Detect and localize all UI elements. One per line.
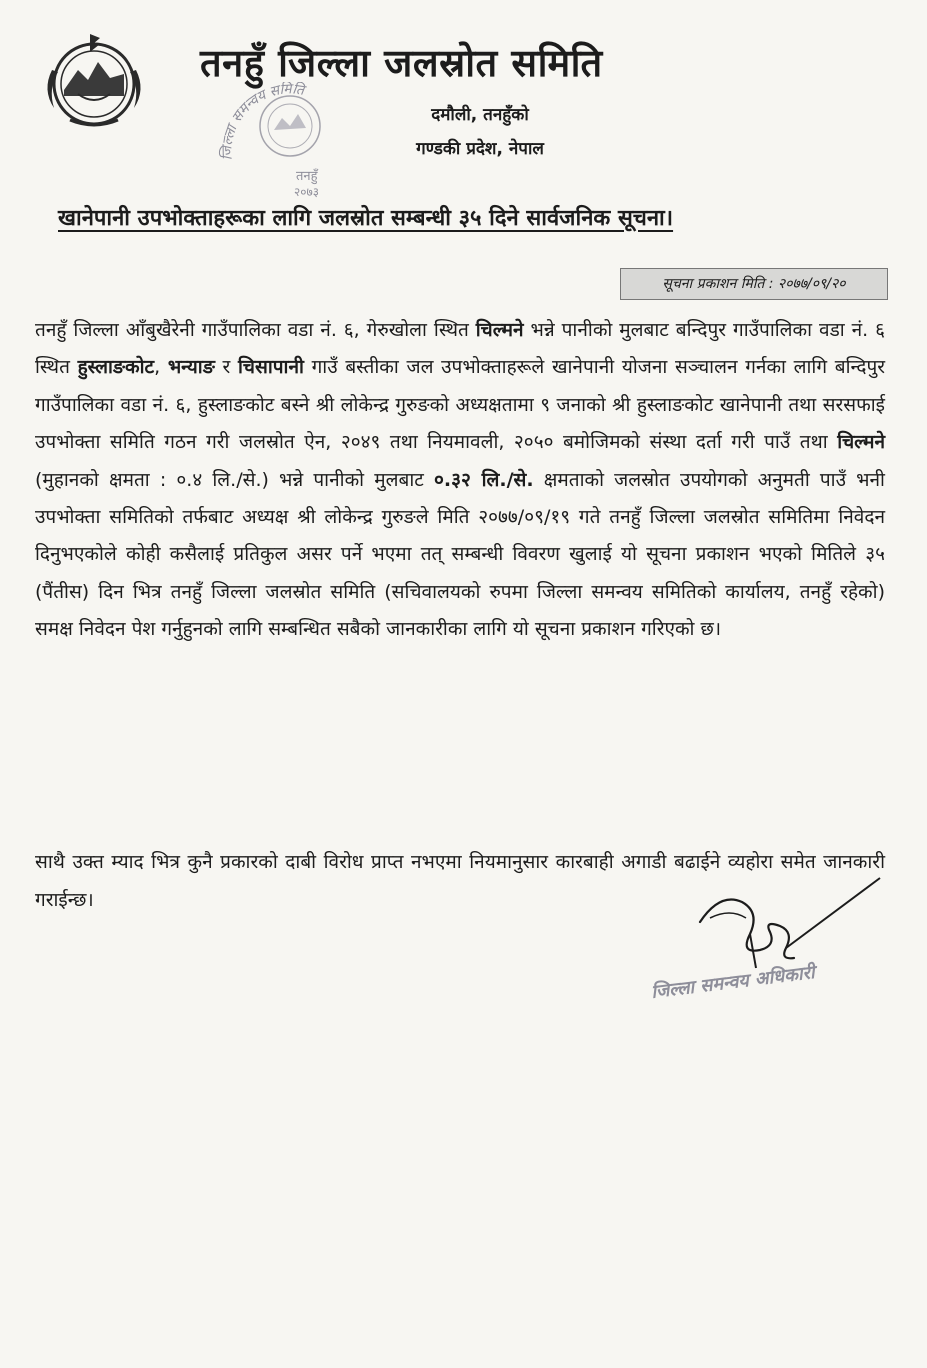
para1-comma: , bbox=[154, 356, 161, 379]
para1-text: क्षमताको जलस्रोत उपयोगको अनुमती पाउँ भनी उपभोक्ता समितिको तर्फबाट अध्यक्ष श्री लोकेन्द्र गुरुङले मिति २०७७/०९/१९ गते तनहुँ जिल्ला जलस्रोत समितिमा निवेदन दिनुभएकोले कोही कसैलाई प्रतिकुल असर पर्ने भएमा तत् सम्बन्धी विवरण खुलाई यो सूचना प्रकाशन भएको मितिले ३५ (पैंतीस) दिन भित्र तनहुँ जिल्ला जलस्रोत समिति (सचिवालयको रुपमा जिल्ला समन्वय समितिको कार्यालय, तनहुँ रहेको) समक्ष निवेदन पेश गर्नुहुनको लागि सम्बन्धित सबैको जानकारीका लागि यो सूचना प्रकाशन गरिएको छ। bbox=[35, 468, 885, 641]
designation-stamp: जिल्ला समन्वय अधिकारी bbox=[650, 962, 816, 1003]
notice-title: खानेपानी उपभोक्ताहरूका लागि जलस्रोत सम्बन्धी ३५ दिने सार्वजनिक सूचना। bbox=[58, 206, 674, 231]
para1-text: गाउँ बस्तीका जल उपभोक्ताहरूले खानेपानी योजना सञ्चालन गर्नका लागि बन्दिपुर गाउँपालिका वडा नं. ६, हुस्लाङकोट बस्ने श्री लोकेन्द्र गुरुङको अध्यक्षतामा ९ जनाको श्री हुस्लाङकोट खानेपानी तथा सरसफाई उपभोक्ता समिति गठन गरी जलस्रोत ऐन, २०४९ तथा नियमावली, २०५० बमोजिमको संस्था दर्ता गरी पाउँ तथा bbox=[35, 356, 886, 454]
source-name-chilmane: चिल्मने bbox=[837, 431, 886, 454]
place-name-chisapani: चिसापानी bbox=[237, 356, 304, 379]
address-line-1: दमौली, तनहुँको bbox=[431, 105, 529, 125]
para1-text: (मुहानको क्षमता : ०.४ लि./से.) भन्ने पानीको मुलबाट bbox=[35, 468, 424, 491]
official-seal-stamp bbox=[210, 82, 370, 202]
seal-text: जिल्ला समन्वय समिति bbox=[219, 82, 306, 161]
seal-place: तनहुँ bbox=[296, 169, 318, 184]
notice-paragraph-1 bbox=[35, 312, 885, 649]
seal-year: २०७३ bbox=[294, 185, 319, 199]
flow-capacity: ०.३२ लि./से. bbox=[433, 468, 534, 491]
para1-text: तनहुँ जिल्ला आँबुखैरेनी गाउँपालिका वडा नं. ६, गेरुखोला स्थित bbox=[35, 319, 469, 341]
para1-text: र bbox=[222, 356, 231, 379]
nepal-emblem-icon bbox=[38, 30, 150, 130]
place-name-chilmane: चिल्मने bbox=[475, 319, 524, 341]
place-name-huslangkot: हुस्लाङकोट bbox=[77, 356, 155, 379]
place-name-bhanyang: भन्याङ bbox=[167, 356, 215, 379]
notice-paragraph-2: साथै उक्त म्याद भित्र कुनै प्रकारको दाबी विरोध प्राप्त नभएमा नियमानुसार कारबाही अगाडी बढाईने व्यहोरा समेत जानकारी गराईन्छ। bbox=[35, 851, 885, 911]
publication-date-box: सूचना प्रकाशन मिति : २०७७/०९/२० bbox=[620, 268, 888, 300]
office-name: तनहुँ जिल्ला जलस्रोत समिति bbox=[200, 41, 603, 85]
address-line-2: गण्डकी प्रदेश, नेपाल bbox=[416, 139, 544, 159]
para1-text: भन्ने पानीको मुलबाट बन्दिपुर गाउँपालिका वडा नं. ६ स्थित bbox=[35, 319, 885, 379]
